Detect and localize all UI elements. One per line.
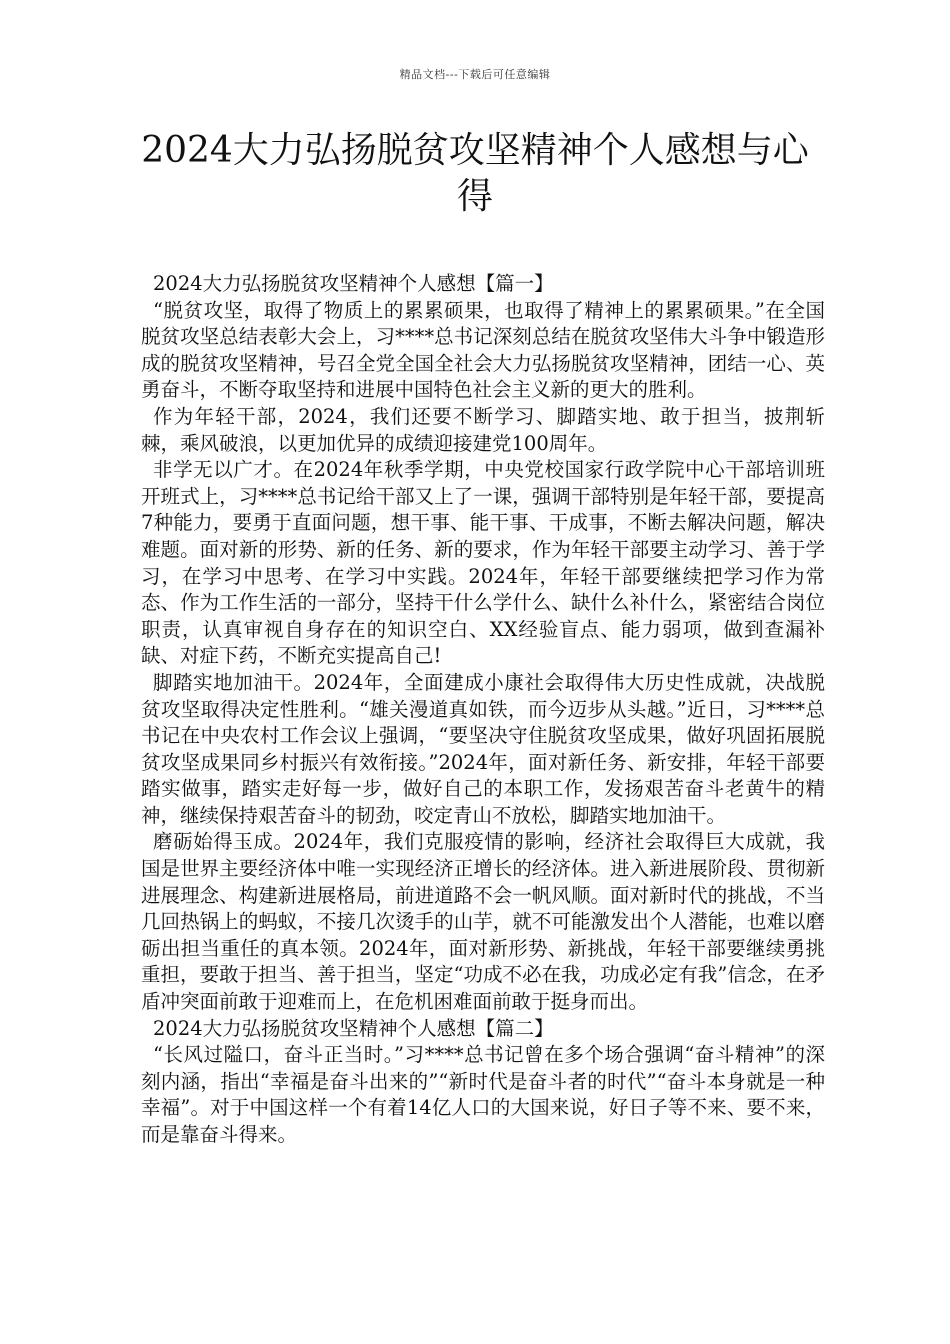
header-note: 精品文档---下载后可任意编辑 [399, 68, 551, 81]
paragraph: 磨砺始得玉成。2024年，我们克服疫情的影响，经济社会取得巨大成就，我国是世界主要经济体中唯一实现经济正增长的经济体。进入新进展阶段、贯彻新进展理念、构建新进展格局，前进道路不会一帆风顺。面对新时代的挑战，不当几回热锅上的蚂蚁，不接几次烫手的山芋，就不可能激发出个人潜能，也难以磨砺出担当重任的真本领。2024年，面对新形势、新挑战，年轻干部要继续勇挑重担，要敢于担当、善于担当，坚定“功成不必在我，功成必定有我”信念，在矛盾冲突面前敢于迎难而上，在危机困难面前敢于挺身而出。 [141, 830, 825, 1014]
document-body [141, 271, 825, 1149]
paragraph: 脚踏实地加油干。2024年，全面建成小康社会取得伟大历史性成就，决战脱贫攻坚取得决定性胜利。“雄关漫道真如铁，而今迈步从头越。”近日，习****总书记在中央农村工作会议上强调，“要坚决守住脱贫攻坚成果，做好巩固拓展脱贫攻坚成果同乡村振兴有效衔接。”2024年，面对新任务、新安排，年轻干部要踏实做事，踏实走好每一步，做好自己的本职工作，发扬艰苦奋斗老黄牛的精神，继续保持艰苦奋斗的韧劲，咬定青山不放松，脚踏实地加油干。 [141, 670, 825, 827]
paragraph: “脱贫攻坚，取得了物质上的累累硕果，也取得了精神上的累累硕果。”在全国脱贫攻坚总结表彰大会上，习****总书记深刻总结在脱贫攻坚伟大斗争中锻造形成的脱贫攻坚精神，号召全党全国全社会大力弘扬脱贫攻坚精神，团结一心、英勇奋斗，不断夺取坚持和进展中国特色社会主义新的更大的胜利。 [141, 298, 825, 402]
section-heading-1: 2024大力弘扬脱贫攻坚精神个人感想【篇一】 [153, 272, 554, 295]
document-title: 2024大力弘扬脱贫攻坚精神个人感想与心得 [141, 130, 809, 217]
paragraph: “长风过隘口，奋斗正当时。”习****总书记曾在多个场合强调“奋斗精神”的深刻内涵，指出“幸福是奋斗出来的”“新时代是奋斗者的时代”“奋斗本身就是一种幸福”。对于中国这样一个有着14亿人口的大国来说，好日子等不来、要不来，而是靠奋斗得来。 [141, 1043, 825, 1146]
section-heading-2: 2024大力弘扬脱贫攻坚精神个人感想【篇二】 [153, 1016, 554, 1040]
paragraph: 作为年轻干部，2024，我们还要不断学习、脚踏实地、敢于担当，披荆斩棘，乘风破浪，以更加优异的成绩迎接建党100周年。 [141, 404, 825, 455]
paragraph: 非学无以广才。在2024年秋季学期，中央党校国家行政学院中心干部培训班开班式上，习****总书记给干部又上了一课，强调干部特别是年轻干部，要提高7种能力，要勇于直面问题，想干事、能干事、干成事，不断去解决问题，解决难题。面对新的形势、新的任务、新的要求，作为年轻干部要主动学习、善于学习，在学习中思考、在学习中实践。2024年，年轻干部要继续把学习作为常态、作为工作生活的一部分，坚持干什么学什么、缺什么补什么，紧密结合岗位职责，认真审视自身存在的知识空白、XX经验盲点、能力弱项，做到查漏补缺、对症下药，不断充实提高自己! [141, 458, 825, 668]
